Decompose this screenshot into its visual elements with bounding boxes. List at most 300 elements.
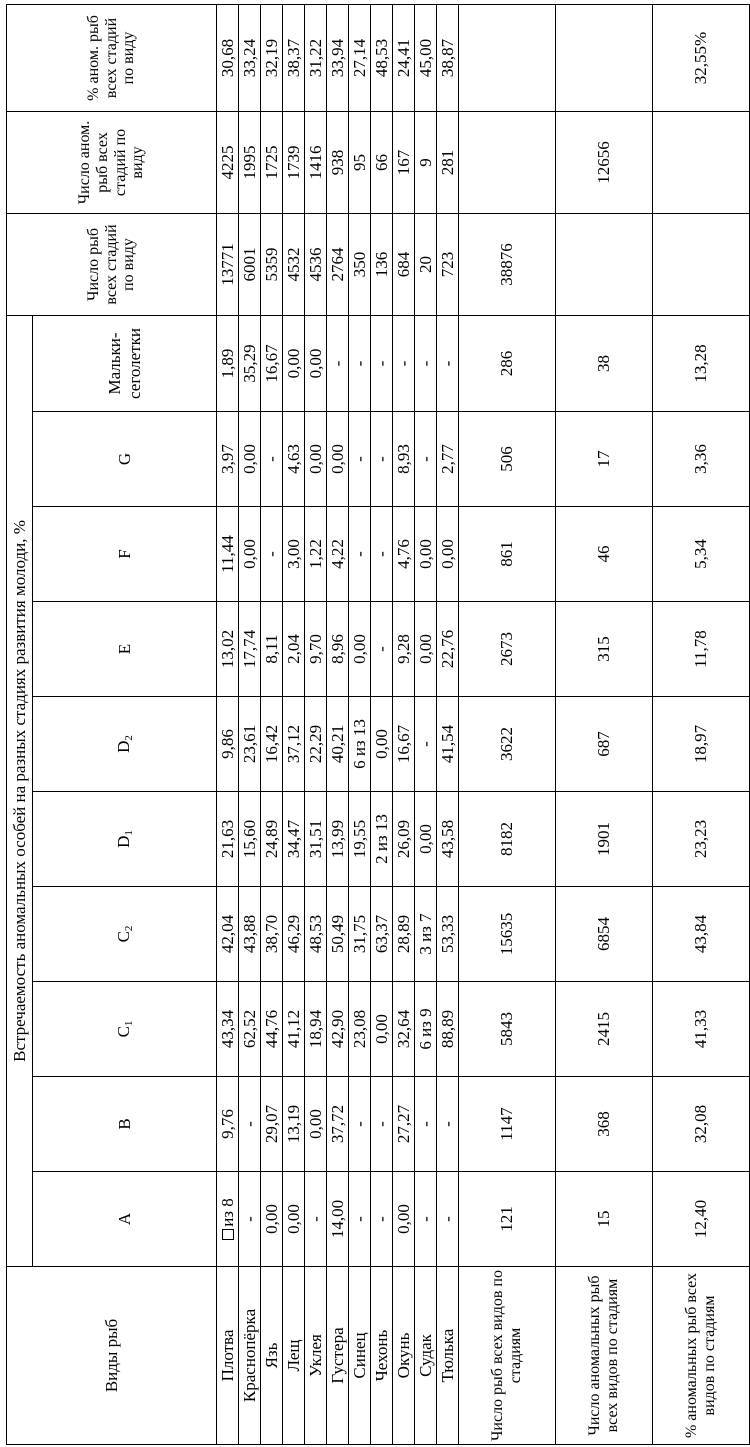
stage-value-text: 0,00 (239, 444, 259, 474)
stage-value (217, 602, 239, 697)
stage-value-text: - (415, 360, 435, 367)
stage-value-text: - (371, 1121, 391, 1127)
summary-count-all-row (459, 4, 556, 1444)
stage-value-text: - (349, 456, 369, 462)
summary-value: 17 (556, 412, 653, 507)
stage-value-text: 13,99 (327, 819, 347, 859)
stage-value-text: 41,54 (437, 724, 457, 764)
stage-value (217, 982, 239, 1077)
stage-label: F (114, 549, 134, 559)
stage-value-text: 38,70 (261, 914, 281, 954)
stage-value (327, 887, 349, 982)
header-row-1 (7, 4, 33, 1444)
stage-value-text: - (239, 1216, 259, 1222)
stage-label: E (114, 643, 134, 655)
missing-glyph-box (222, 1229, 234, 1240)
summary-count-anom-row (556, 4, 653, 1444)
stage-value (371, 412, 393, 507)
stage-value-text: 43,88 (239, 914, 259, 954)
summary-value: 1147 (459, 1077, 556, 1172)
stage-value-text: 22,29 (305, 724, 325, 764)
stage-header (33, 412, 217, 507)
stage-value-text: - (261, 551, 281, 557)
stage-value (327, 1172, 349, 1267)
stage-group-header: Встречаемость аномальных особей на разных стадиях развития молоди, % (7, 315, 33, 1266)
stage-value-text: 0,00 (261, 1204, 281, 1234)
pct-anom-value: 31,22 (305, 4, 327, 111)
summary-value: 15 (556, 1172, 653, 1267)
stage-value-text: 46,29 (283, 914, 303, 954)
stage-value (261, 982, 283, 1077)
stage-value (393, 982, 415, 1077)
stage-value (327, 697, 349, 792)
stage-value-text: 9,70 (305, 634, 325, 664)
count-all-value: 4532 (283, 213, 305, 315)
stage-value-text: - (415, 741, 435, 747)
stage-header (33, 1077, 217, 1172)
count-all-value: 13771 (217, 213, 239, 315)
stage-value (393, 887, 415, 982)
species-name: Лещ (283, 1267, 305, 1445)
stage-value-text: - (305, 1216, 325, 1222)
stage-value (239, 887, 261, 982)
stage-label: A (114, 1212, 134, 1226)
stage-value-text: 16,42 (261, 724, 281, 764)
empty-cell (653, 213, 750, 315)
stage-value-text: 32,64 (393, 1009, 413, 1049)
summary-value: 286 (459, 315, 556, 411)
stage-value-text: - (371, 1216, 391, 1222)
stage-value-text: 2 из 13 (371, 814, 391, 864)
stage-value-text: 4,76 (393, 539, 413, 569)
stage-value-text: 0,00 (349, 634, 369, 664)
stage-value (239, 1172, 261, 1267)
stage-value-text: 0,00 (437, 539, 457, 569)
stage-value-text: 18,94 (305, 1009, 325, 1049)
stage-value-text: 28,89 (393, 914, 413, 954)
stage-value-text: 16,67 (261, 344, 281, 383)
stage-value (239, 602, 261, 697)
stage-value (283, 315, 305, 411)
summary-total: 12656 (556, 111, 653, 213)
stage-value-text: 3 из 7 (415, 913, 435, 955)
stage-value-text: 8,96 (327, 634, 347, 664)
stage-value (415, 1172, 437, 1267)
stage-value (393, 1077, 415, 1172)
summary-value: 5843 (459, 982, 556, 1077)
table-row (393, 4, 415, 1444)
stage-value-text: 4,22 (327, 539, 347, 569)
stage-value (371, 315, 393, 411)
stage-value (305, 602, 327, 697)
stage-value (437, 697, 459, 792)
stage-value-text: 37,12 (283, 724, 303, 764)
species-name: Судак (415, 1267, 437, 1445)
stage-value (371, 887, 393, 982)
summary-value: 23,23 (653, 792, 750, 887)
count-all-value: 350 (349, 213, 371, 315)
stage-header (33, 697, 217, 792)
summary-value: 38 (556, 315, 653, 411)
stage-value-text: 34,47 (283, 819, 303, 859)
summary-value: 121 (459, 1172, 556, 1267)
table-row (415, 4, 437, 1444)
stage-value (371, 1077, 393, 1172)
stage-value-text: 3,00 (283, 539, 303, 569)
stage-value (349, 507, 371, 602)
empty-cell (556, 213, 653, 315)
stage-header (33, 507, 217, 602)
pct-anom-header: % аном. рыб всех стадий по виду (7, 4, 217, 111)
stage-value-text: 15,60 (239, 819, 259, 859)
stage-value (261, 507, 283, 602)
species-name: Чехонь (371, 1267, 393, 1445)
summary-total: 38876 (459, 213, 556, 315)
summary-value: 46 (556, 507, 653, 602)
stage-value-text: 9,76 (217, 1109, 237, 1139)
stage-value-text: - (261, 456, 281, 462)
count-anom-value: 66 (371, 111, 393, 213)
stage-value-text: 88,89 (437, 1009, 457, 1049)
stage-value (305, 982, 327, 1077)
stage-value (217, 792, 239, 887)
stage-value (327, 602, 349, 697)
stage-value (415, 697, 437, 792)
stage-value-text: 9,28 (393, 634, 413, 664)
stage-value-text: - (349, 1121, 369, 1127)
stage-value-text: из 8 (217, 1198, 237, 1227)
summary-value: 3622 (459, 697, 556, 792)
stage-value (217, 1172, 239, 1267)
stage-value-text: 0,00 (239, 539, 259, 569)
species-name: Язь (261, 1267, 283, 1445)
count-all-value: 723 (437, 213, 459, 315)
stage-value (283, 887, 305, 982)
count-anom-header: Число аном. рыб всех стадий по виду (7, 111, 217, 213)
stage-value-text: 0,00 (327, 444, 347, 474)
table-body (7, 4, 750, 1444)
stage-value-text: - (415, 456, 435, 462)
stage-value (283, 1077, 305, 1172)
stage-value-text: - (349, 1216, 369, 1222)
stage-value (261, 887, 283, 982)
pct-anom-value: 27,14 (349, 4, 371, 111)
stage-value (371, 507, 393, 602)
stage-value-text: 23,08 (349, 1009, 369, 1049)
stage-value-text: 0,00 (305, 348, 325, 379)
stage-value (393, 315, 415, 411)
summary-value: 2415 (556, 982, 653, 1077)
stage-value (415, 315, 437, 411)
stage-value (393, 507, 415, 602)
stage-value (305, 887, 327, 982)
stage-value (217, 412, 239, 507)
stage-value-text: 2,77 (437, 444, 457, 474)
stage-subscript: 1 (122, 830, 135, 836)
stage-value-text: 14,00 (327, 1199, 347, 1239)
stage-header (33, 1172, 217, 1267)
summary-value: 12,40 (653, 1172, 750, 1267)
species-name: Плотва (217, 1267, 239, 1445)
stage-value (217, 315, 239, 411)
stage-value-text: - (371, 646, 391, 652)
stage-value-text: 0,00 (305, 1109, 325, 1139)
count-all-value: 20 (415, 213, 437, 315)
pct-anom-value: 38,87 (437, 4, 459, 111)
stage-value (415, 1077, 437, 1172)
stage-value (349, 1077, 371, 1172)
stage-value-text: 16,67 (393, 724, 413, 764)
stage-value (305, 412, 327, 507)
stage-value-text: - (393, 360, 413, 367)
count-all-value: 6001 (239, 213, 261, 315)
stage-value-text: 42,90 (327, 1009, 347, 1049)
stage-value (217, 697, 239, 792)
stage-value-text: 13,02 (217, 629, 237, 669)
table-row (261, 4, 283, 1444)
stage-value (327, 792, 349, 887)
stage-value (327, 982, 349, 1077)
stage-value-text: 48,53 (305, 914, 325, 954)
stage-value (393, 412, 415, 507)
count-anom-value: 281 (437, 111, 459, 213)
stage-value (305, 792, 327, 887)
empty-cell (653, 111, 750, 213)
stage-value (393, 602, 415, 697)
stage-value (437, 792, 459, 887)
count-anom-value: 95 (349, 111, 371, 213)
summary-value: 1901 (556, 792, 653, 887)
summary-value: 41,33 (653, 982, 750, 1077)
stage-value (261, 315, 283, 411)
table-row (349, 4, 371, 1444)
species-name: Густера (327, 1267, 349, 1445)
summary-value: 13,28 (653, 315, 750, 411)
stage-value (393, 697, 415, 792)
stage-value (415, 792, 437, 887)
stage-value-text: - (437, 1216, 457, 1222)
stage-value (283, 982, 305, 1077)
species-name: Синец (349, 1267, 371, 1445)
stage-value (349, 982, 371, 1077)
count-all-value: 2764 (327, 213, 349, 315)
stage-value-text: - (371, 360, 391, 367)
stage-value-text: - (239, 1121, 259, 1127)
stage-value-text: - (327, 360, 347, 367)
summary-value: 506 (459, 412, 556, 507)
count-all-header: Число рыб всех стадий по виду (7, 213, 217, 315)
stage-value (437, 602, 459, 697)
count-all-value: 136 (371, 213, 393, 315)
stage-value-text: 11,44 (217, 535, 237, 573)
stage-label: C (113, 931, 133, 943)
count-anom-value: 9 (415, 111, 437, 213)
stage-value (239, 697, 261, 792)
stage-value (349, 315, 371, 411)
stage-value (305, 315, 327, 411)
count-anom-value: 1995 (239, 111, 261, 213)
stage-header (33, 792, 217, 887)
stage-value (437, 982, 459, 1077)
stage-value-text: 6 из 9 (415, 1008, 435, 1050)
stage-label: B (114, 1118, 134, 1130)
stage-subscript: 1 (122, 1020, 135, 1027)
stage-value (327, 412, 349, 507)
species-header: Виды рыб (7, 1267, 217, 1445)
stage-value (349, 1172, 371, 1267)
summary-value: 687 (556, 697, 653, 792)
stage-value-text: 31,75 (349, 914, 369, 954)
stage-value (283, 792, 305, 887)
stage-label: Мальки-сеголетки (105, 328, 144, 399)
stage-value (261, 602, 283, 697)
stage-value (349, 792, 371, 887)
pct-anom-value: 33,94 (327, 4, 349, 111)
species-name: Тюлька (437, 1267, 459, 1445)
summary-value: 315 (556, 602, 653, 697)
count-anom-value: 1739 (283, 111, 305, 213)
pct-anom-value: 33,24 (239, 4, 261, 111)
stage-value-text: - (349, 360, 369, 367)
stage-value (261, 697, 283, 792)
stage-value (349, 887, 371, 982)
stage-value (327, 507, 349, 602)
count-anom-value: 4225 (217, 111, 239, 213)
count-all-value: 4536 (305, 213, 327, 315)
stage-value-text: - (437, 360, 457, 367)
stage-value (283, 412, 305, 507)
stage-value (371, 1172, 393, 1267)
stage-value-text: - (371, 456, 391, 462)
stage-label: C (113, 1026, 133, 1038)
count-anom-value: 167 (393, 111, 415, 213)
species-name: Окунь (393, 1267, 415, 1445)
pct-anom-value: 32,19 (261, 4, 283, 111)
stage-value-text: 0,00 (283, 348, 303, 379)
pct-anom-value: 48,53 (371, 4, 393, 111)
stage-header (33, 602, 217, 697)
stage-value (393, 1172, 415, 1267)
table-row (371, 4, 393, 1444)
stage-value-text: 8,11 (261, 634, 281, 664)
stage-value-text: - (349, 551, 369, 557)
stage-value-text: 0,00 (283, 1204, 303, 1234)
stage-value-text: 4,63 (283, 444, 303, 474)
stage-value (305, 697, 327, 792)
stage-value-text: 17,74 (239, 629, 259, 669)
stage-value (283, 1172, 305, 1267)
stage-value-text: 21,63 (217, 819, 237, 859)
summary-label: Число аномальных рыб всех видов по стадиям (556, 1267, 653, 1445)
stage-value (239, 982, 261, 1077)
summary-total: 32,55% (653, 4, 750, 111)
stage-value (239, 1077, 261, 1172)
stage-value-text: 24,89 (261, 819, 281, 859)
stage-value (217, 887, 239, 982)
stage-value-text: 44,76 (261, 1009, 281, 1049)
empty-cell (459, 111, 556, 213)
summary-value: 5,34 (653, 507, 750, 602)
stage-value (349, 412, 371, 507)
stage-value (393, 792, 415, 887)
stage-value (305, 1172, 327, 1267)
stage-value (261, 1172, 283, 1267)
stage-value-text: 0,00 (415, 539, 435, 569)
stage-value (371, 697, 393, 792)
stage-value-text: 40,21 (327, 724, 347, 764)
summary-value: 15635 (459, 887, 556, 982)
stage-value-text: 0,00 (371, 729, 391, 759)
summary-value: 8182 (459, 792, 556, 887)
stage-value (239, 412, 261, 507)
stage-value-text: 0,00 (371, 1014, 391, 1044)
stage-value-text: 1,22 (305, 539, 325, 569)
stage-value (261, 792, 283, 887)
stage-value-text: - (437, 1121, 457, 1127)
stage-value-text: 29,07 (261, 1104, 281, 1144)
summary-value: 2673 (459, 602, 556, 697)
pct-anom-value: 24,41 (393, 4, 415, 111)
species-name: Краснопёрка (239, 1267, 261, 1445)
summary-value: 3,36 (653, 412, 750, 507)
summary-value: 43,84 (653, 887, 750, 982)
table-row (437, 4, 459, 1444)
stage-value (283, 602, 305, 697)
stage-value-text: 8,93 (393, 444, 413, 474)
empty-cell (556, 4, 653, 111)
stage-value-text: 41,12 (283, 1009, 303, 1049)
stage-value (283, 697, 305, 792)
count-anom-value: 1725 (261, 111, 283, 213)
stage-value (371, 792, 393, 887)
stage-value (415, 507, 437, 602)
stage-value (239, 792, 261, 887)
stage-value (437, 315, 459, 411)
table-row (239, 4, 261, 1444)
stage-value (217, 507, 239, 602)
species-name: Уклея (305, 1267, 327, 1445)
stage-label: G (114, 452, 134, 466)
count-all-value: 5359 (261, 213, 283, 315)
stage-value (415, 982, 437, 1077)
pct-anom-value: 45,00 (415, 4, 437, 111)
stage-value (349, 602, 371, 697)
stage-value-text: - (415, 1121, 435, 1127)
stage-value-text: 50,49 (327, 914, 347, 954)
stage-value-text: 9,86 (217, 729, 237, 759)
stage-value-text: 53,33 (437, 914, 457, 954)
stage-subscript: 2 (122, 735, 135, 741)
stage-value (437, 887, 459, 982)
stage-value-text: 37,72 (327, 1104, 347, 1144)
stage-value-text: 63,37 (371, 914, 391, 954)
stage-subscript: 2 (122, 925, 135, 932)
pct-anom-value: 38,37 (283, 4, 305, 111)
stage-value-text: 1,89 (217, 348, 237, 379)
stage-value (217, 1077, 239, 1172)
stage-value (437, 507, 459, 602)
stage-value (305, 1077, 327, 1172)
stage-value (327, 1077, 349, 1172)
anomaly-table (6, 4, 750, 1445)
summary-label: % аномальных рыб всех видов по стадиям (653, 1267, 750, 1445)
stage-value-text: 35,29 (239, 344, 259, 383)
stage-value (437, 1172, 459, 1267)
summary-value: 18,97 (653, 697, 750, 792)
empty-cell (459, 4, 556, 111)
stage-value-text: 43,58 (437, 819, 457, 859)
stage-value-text: 0,00 (393, 1204, 413, 1234)
